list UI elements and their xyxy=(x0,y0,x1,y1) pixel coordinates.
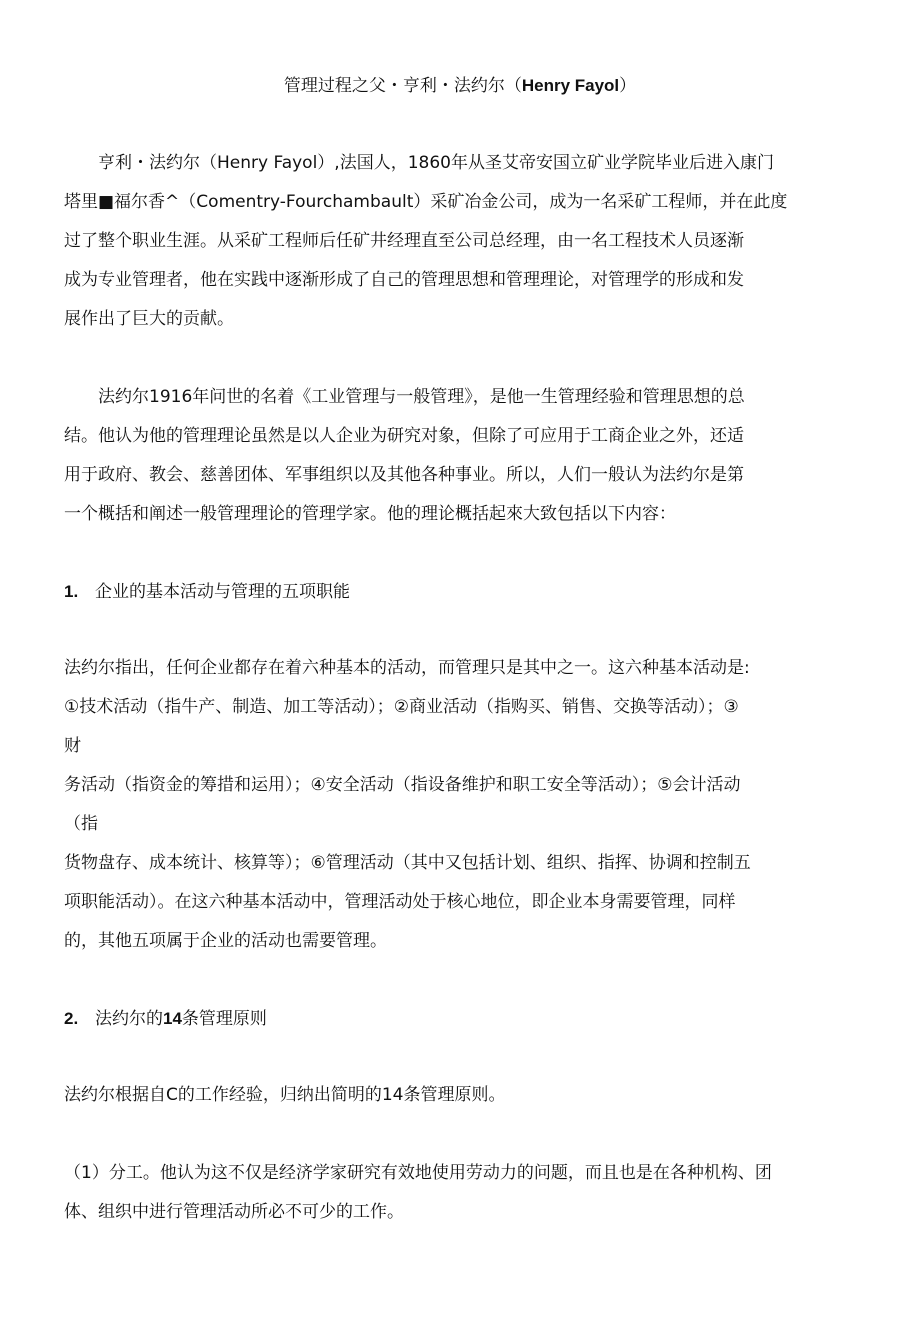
section-2-heading xyxy=(64,1007,267,1031)
title-english-name: Henry Fayol xyxy=(521,76,620,95)
paragraph-3-line: 财 xyxy=(64,736,81,756)
paragraph-2-line: 法约尔1916年问世的名着《工业管理与一般管理》，是他一生管理经验和管理思想的总 xyxy=(98,387,745,407)
paragraph-3-line: ①技术活动（指牛产、制造、加工等活动）；②商业活动（指购买、销售、交换等活动）；③ xyxy=(64,697,739,717)
paragraph-4-line: 法约尔根据自C的工作经验，归纳出简明的14条管理原则。 xyxy=(64,1085,506,1105)
paragraph-1-line: 塔里■福尔香^（Comentry-Fourchambault）采矿冶金公司，成为一名采矿工程师，并在此度 xyxy=(64,192,788,212)
paragraph-1-line: 亨利・法约尔（Henry Fayol）,法国人，1860年从圣艾帝安国立矿业学院毕业后进入康门 xyxy=(98,153,774,173)
section-1-title: 企业的基本活动与管理的五项职能 xyxy=(95,582,350,602)
section-2-title-prefix: 法约尔的 xyxy=(95,1009,163,1029)
paragraph-3-line: 法约尔指出，任何企业都存在着六种基本的活动，而管理只是其中之一。这六种基本活动是: xyxy=(64,658,750,678)
document-title xyxy=(0,74,920,98)
section-1-number: 1. xyxy=(64,582,79,601)
title-closing-paren: ） xyxy=(619,76,637,96)
section-1-heading xyxy=(64,580,350,604)
paragraph-5-line: 体、组织中进行管理活动所必不可少的工作。 xyxy=(64,1202,404,1222)
paragraph-3-line: （指 xyxy=(64,814,98,834)
paragraph-1-line: 过了整个职业生涯。从采矿工程师后任矿井经理直至公司总经理，由一名工程技术人员逐渐 xyxy=(64,231,744,251)
paragraph-2-line: 结。他认为他的管理理论虽然是以人企业为研究对象，但除了可应用于工商企业之外，还适 xyxy=(64,426,744,446)
paragraph-3-line: 货物盘存、成本统计、核算等）；⑥管理活动（其中又包括计划、组织、指挥、协调和控制五 xyxy=(64,853,751,873)
paragraph-1-line: 展作出了巨大的贡献。 xyxy=(64,309,234,329)
paragraph-3-line: 务活动（指资金的筹措和运用）；④安全活动（指设备维护和职工安全等活动）；⑤会计活动 xyxy=(64,775,741,795)
paragraph-3-line: 的，其他五项属于企业的活动也需要管理。 xyxy=(64,931,387,951)
section-2-number: 2. xyxy=(64,1009,79,1028)
section-2-title-suffix: 条管理原则 xyxy=(181,1009,267,1029)
section-2-title-number: 14 xyxy=(163,1009,182,1028)
paragraph-3-line: 项职能活动）。在这六种基本活动中，管理活动处于核心地位，即企业本身需要管理，同样 xyxy=(64,892,736,912)
title-chinese: 管理过程之父・亨利・法约尔（ xyxy=(283,76,522,96)
paragraph-2-line: 一个概括和阐述一般管理理论的管理学家。他的理论概括起來大致包括以下内容： xyxy=(64,504,676,524)
paragraph-5-line: （1）分工。他认为这不仅是经济学家研究有效地使用劳动力的问题，而且也是在各种机构、团 xyxy=(64,1163,772,1183)
paragraph-1-line: 成为专业管理者，他在实践中逐渐形成了自己的管理思想和管理理论，对管理学的形成和发 xyxy=(64,270,744,290)
paragraph-2-line: 用于政府、教会、慈善团体、军事组织以及其他各种事业。所以，人们一般认为法约尔是第 xyxy=(64,465,744,485)
